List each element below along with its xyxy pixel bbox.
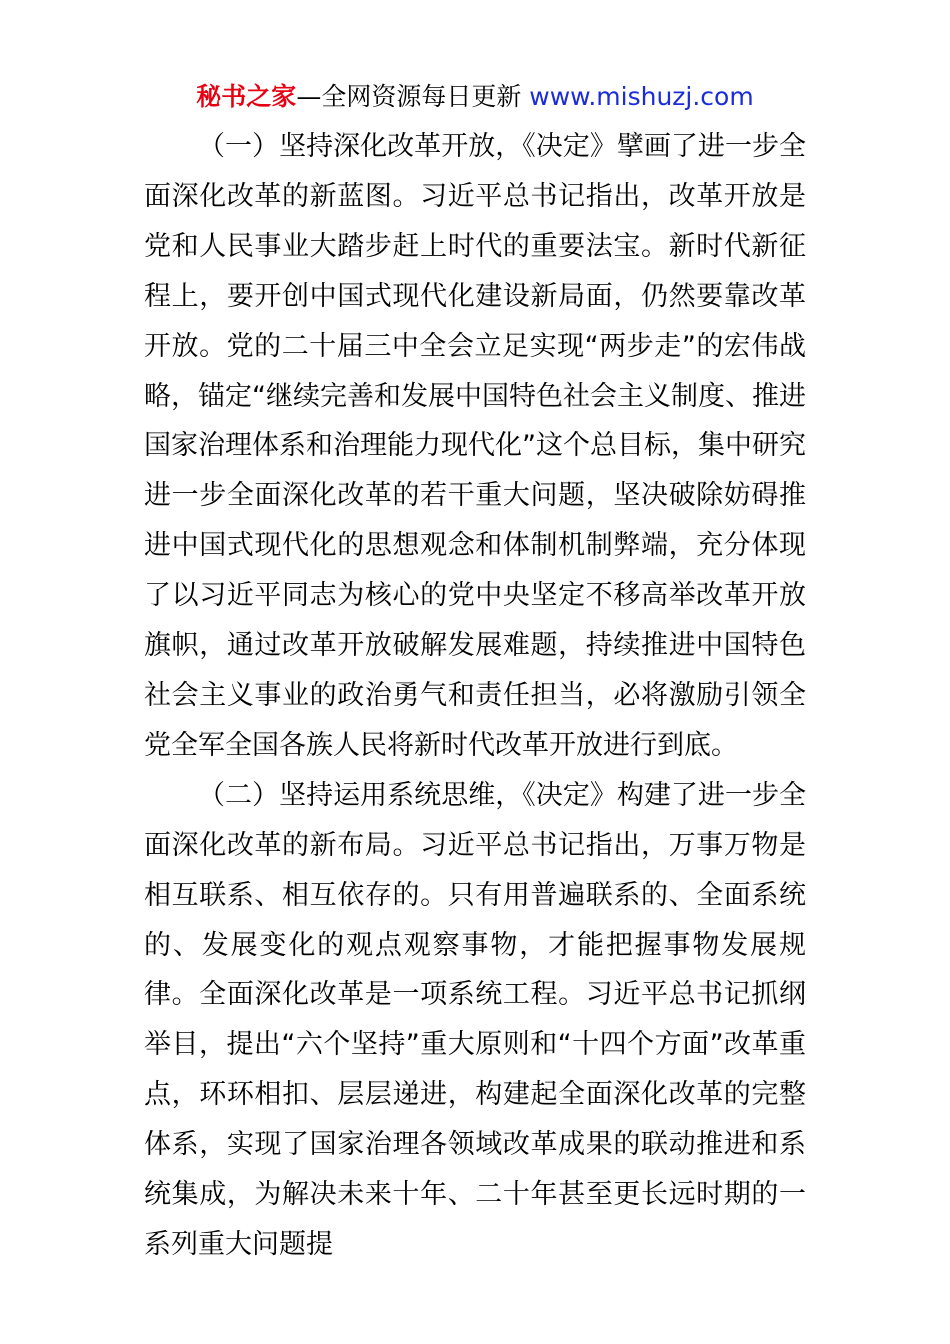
site-tagline: —全网资源每日更新 — [296, 82, 522, 111]
site-brand: 秘书之家 — [196, 82, 297, 111]
site-header — [0, 80, 950, 114]
site-url-link[interactable]: www.mishuzj.com — [529, 82, 754, 111]
paragraph-systems-thinking: （二）坚持运用系统思维，《决定》构建了进一步全面深化改革的新布局。习近平总书记指出，万事万物是相互联系、相互依存的。只有用普遍联系的、全面系统的、发展变化的观点观察事物，才能把握事物发展规律。全面深化改革是一项系统工程。习近平总书记抓纲举目，提出“六个坚持”重大原则和“十四个方面”改革重点，环环相扣、层层递进，构建起全面深化改革的完整体系，实现了国家治理各领域改革成果的联动推进和系统集成，为解决未来十年、二十年甚至更长远时期的一系列重大问题提 — [144, 779, 806, 1260]
document-body — [144, 122, 806, 1270]
paragraph-reform-opening: （一）坚持深化改革开放，《决定》擘画了进一步全面深化改革的新蓝图。习近平总书记指出，改革开放是党和人民事业大踏步赶上时代的重要法宝。新时代新征程上，要开创中国式现代化建设新局面，仍然要靠改革开放。党的二十届三中全会立足实现“两步走”的宏伟战略，锚定“继续完善和发展中国特色社会主义制度、推进国家治理体系和治理能力现代化”这个总目标，集中研究进一步全面深化改革的若干重大问题，坚决破除妨碍推进中国式现代化的思想观念和体制机制弊端，充分体现了以习近平同志为核心的党中央坚定不移高举改革开放旗帜，通过改革开放破解发展难题，持续推进中国特色社会主义事业的政治勇气和责任担当，必将激励引领全党全军全国各族人民将新时代改革开放进行到底。 — [144, 131, 806, 761]
